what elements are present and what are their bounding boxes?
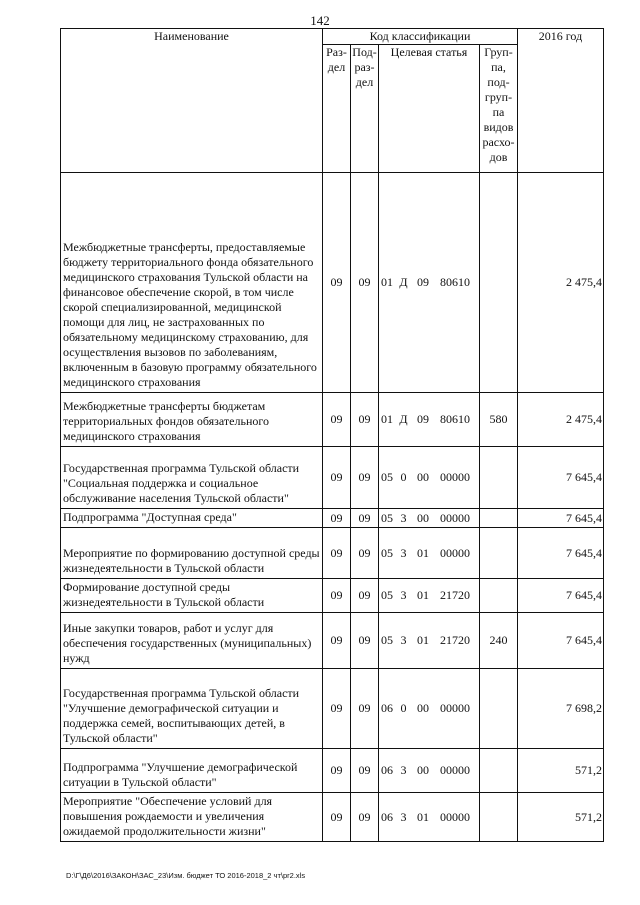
row-expense-group bbox=[480, 793, 518, 842]
target-program: 05 bbox=[381, 545, 393, 560]
row-section: 09 bbox=[323, 793, 351, 842]
row-name: Подпрограмма "Доступная среда" bbox=[61, 509, 323, 528]
file-path-footer: D:\Г\Д6\2016\ЗАКОН\ЗАС_23\Изм. бюджет ТО 2016-2018_2 чт\pr2.xls bbox=[66, 871, 306, 880]
header-section: Раз- дел bbox=[323, 45, 351, 173]
row-target-code bbox=[379, 579, 480, 613]
header-year: 2016 год bbox=[518, 29, 604, 173]
row-subsection: 09 bbox=[351, 793, 379, 842]
row-section: 09 bbox=[323, 447, 351, 509]
target-direction: 00000 bbox=[440, 545, 470, 560]
row-name: Государственная программа Тульской области "Улучшение демографической ситуации и поддержка семей, воспитывающих детей, в Тульской области" bbox=[61, 669, 323, 749]
target-program: 01 bbox=[381, 275, 393, 289]
target-direction: 00000 bbox=[440, 809, 470, 824]
target-event: 01 bbox=[417, 545, 429, 560]
row-amount: 7 645,4 bbox=[518, 509, 604, 528]
target-subprogram: 3 bbox=[400, 633, 407, 647]
target-subprogram: 0 bbox=[400, 470, 407, 484]
row-subsection: 09 bbox=[351, 509, 379, 528]
row-section: 09 bbox=[323, 613, 351, 669]
target-program: 06 bbox=[381, 701, 393, 715]
target-subprogram: 3 bbox=[400, 588, 407, 602]
target-direction: 21720 bbox=[440, 633, 470, 647]
row-name: Мероприятие по формированию доступной среды жизнедеятельности в Тульской области bbox=[61, 528, 323, 579]
target-event: 01 bbox=[417, 633, 429, 647]
target-event: 09 bbox=[417, 275, 429, 289]
header-expense-group: Груп- па, под- груп- па видов расхо- дов bbox=[480, 45, 518, 173]
target-direction: 00000 bbox=[440, 701, 470, 715]
target-event: 00 bbox=[417, 470, 429, 484]
row-amount: 7 645,4 bbox=[518, 613, 604, 669]
target-subprogram: 3 bbox=[400, 510, 407, 525]
header-subsection: Под- раз- дел bbox=[351, 45, 379, 173]
target-subprogram: Д bbox=[399, 275, 408, 289]
target-program: 01 bbox=[381, 412, 393, 426]
row-section: 09 bbox=[323, 173, 351, 393]
row-expense-group bbox=[480, 528, 518, 579]
target-subprogram: 3 bbox=[400, 545, 407, 560]
header-target: Целевая статья bbox=[379, 45, 480, 173]
row-subsection: 09 bbox=[351, 173, 379, 393]
row-expense-group: 240 bbox=[480, 613, 518, 669]
row-amount: 571,2 bbox=[518, 793, 604, 842]
table-row bbox=[61, 447, 604, 509]
target-program: 05 bbox=[381, 588, 393, 602]
row-expense-group bbox=[480, 509, 518, 528]
table-row bbox=[61, 669, 604, 749]
target-event: 00 bbox=[417, 763, 429, 777]
row-expense-group bbox=[480, 669, 518, 749]
row-name: Иные закупки товаров, работ и услуг для обеспечения государственных (муниципальных) нужд bbox=[61, 613, 323, 669]
header-classification: Код классификации bbox=[323, 29, 518, 45]
target-subprogram: 3 bbox=[400, 809, 407, 824]
table-row bbox=[61, 579, 604, 613]
row-amount: 7 645,4 bbox=[518, 579, 604, 613]
row-subsection: 09 bbox=[351, 447, 379, 509]
target-direction: 00000 bbox=[440, 510, 470, 525]
row-target-code bbox=[379, 509, 480, 528]
target-program: 05 bbox=[381, 633, 393, 647]
target-program: 05 bbox=[381, 510, 393, 525]
row-target-code bbox=[379, 793, 480, 842]
table-row bbox=[61, 528, 604, 579]
row-name: Межбюджетные трансферты, предоставляемые бюджету территориального фонда обязательного медицинского страхования Тульской области на финансовое обеспечение скорой, в том числе скорой специализированной, медицинской помощи для лиц, не застрахованных по обязательному медицинскому страхованию, для осуществления вызовов по заболеваниям, включенным в базовую программу обязательного медицинского страхования bbox=[61, 173, 323, 393]
row-subsection: 09 bbox=[351, 579, 379, 613]
row-target-code bbox=[379, 613, 480, 669]
row-section: 09 bbox=[323, 528, 351, 579]
row-expense-group bbox=[480, 173, 518, 393]
row-name: Подпрограмма "Улучшение демографической ситуации в Тульской области" bbox=[61, 749, 323, 793]
target-direction: 80610 bbox=[440, 275, 470, 289]
target-direction: 80610 bbox=[440, 412, 470, 426]
row-amount: 571,2 bbox=[518, 749, 604, 793]
table-row bbox=[61, 393, 604, 447]
row-subsection: 09 bbox=[351, 749, 379, 793]
row-expense-group bbox=[480, 447, 518, 509]
row-target-code bbox=[379, 528, 480, 579]
target-program: 06 bbox=[381, 763, 393, 777]
target-subprogram: 0 bbox=[400, 701, 407, 715]
target-direction: 00000 bbox=[440, 763, 470, 777]
target-subprogram: 3 bbox=[400, 763, 407, 777]
table-row bbox=[61, 793, 604, 842]
row-subsection: 09 bbox=[351, 528, 379, 579]
row-section: 09 bbox=[323, 509, 351, 528]
row-subsection: 09 bbox=[351, 393, 379, 447]
row-name: Формирование доступной среды жизнедеятельности в Тульской области bbox=[61, 579, 323, 613]
target-event: 01 bbox=[417, 809, 429, 824]
row-subsection: 09 bbox=[351, 669, 379, 749]
table-row bbox=[61, 749, 604, 793]
row-name: Государственная программа Тульской области "Социальная поддержка и социальное обслуживание населения Тульской области" bbox=[61, 447, 323, 509]
target-event: 01 bbox=[417, 588, 429, 602]
header-name: Наименование bbox=[61, 29, 323, 173]
table-row bbox=[61, 173, 604, 393]
row-target-code bbox=[379, 173, 480, 393]
page-number: 142 bbox=[310, 13, 330, 28]
row-target-code bbox=[379, 447, 480, 509]
row-target-code bbox=[379, 393, 480, 447]
row-target-code bbox=[379, 749, 480, 793]
row-section: 09 bbox=[323, 749, 351, 793]
row-section: 09 bbox=[323, 669, 351, 749]
row-target-code bbox=[379, 669, 480, 749]
row-name: Межбюджетные трансферты бюджетам территориальных фондов обязательного медицинского страхования bbox=[61, 393, 323, 447]
target-direction: 00000 bbox=[440, 470, 470, 484]
target-event: 09 bbox=[417, 412, 429, 426]
row-expense-group bbox=[480, 579, 518, 613]
row-subsection: 09 bbox=[351, 613, 379, 669]
table-row bbox=[61, 613, 604, 669]
target-direction: 21720 bbox=[440, 588, 470, 602]
row-amount: 7 698,2 bbox=[518, 669, 604, 749]
row-section: 09 bbox=[323, 579, 351, 613]
row-amount: 7 645,4 bbox=[518, 528, 604, 579]
row-amount: 2 475,4 bbox=[518, 173, 604, 393]
row-amount: 2 475,4 bbox=[518, 393, 604, 447]
table-row bbox=[61, 509, 604, 528]
row-expense-group: 580 bbox=[480, 393, 518, 447]
target-event: 00 bbox=[417, 510, 429, 525]
row-name: Мероприятие "Обеспечение условий для повышения рождаемости и увеличения ожидаемой продолжительности жизни" bbox=[61, 793, 323, 842]
target-program: 06 bbox=[381, 809, 393, 824]
target-event: 00 bbox=[417, 701, 429, 715]
budget-table bbox=[60, 28, 604, 842]
row-section: 09 bbox=[323, 393, 351, 447]
target-program: 05 bbox=[381, 470, 393, 484]
row-amount: 7 645,4 bbox=[518, 447, 604, 509]
target-subprogram: Д bbox=[399, 412, 408, 426]
row-expense-group bbox=[480, 749, 518, 793]
